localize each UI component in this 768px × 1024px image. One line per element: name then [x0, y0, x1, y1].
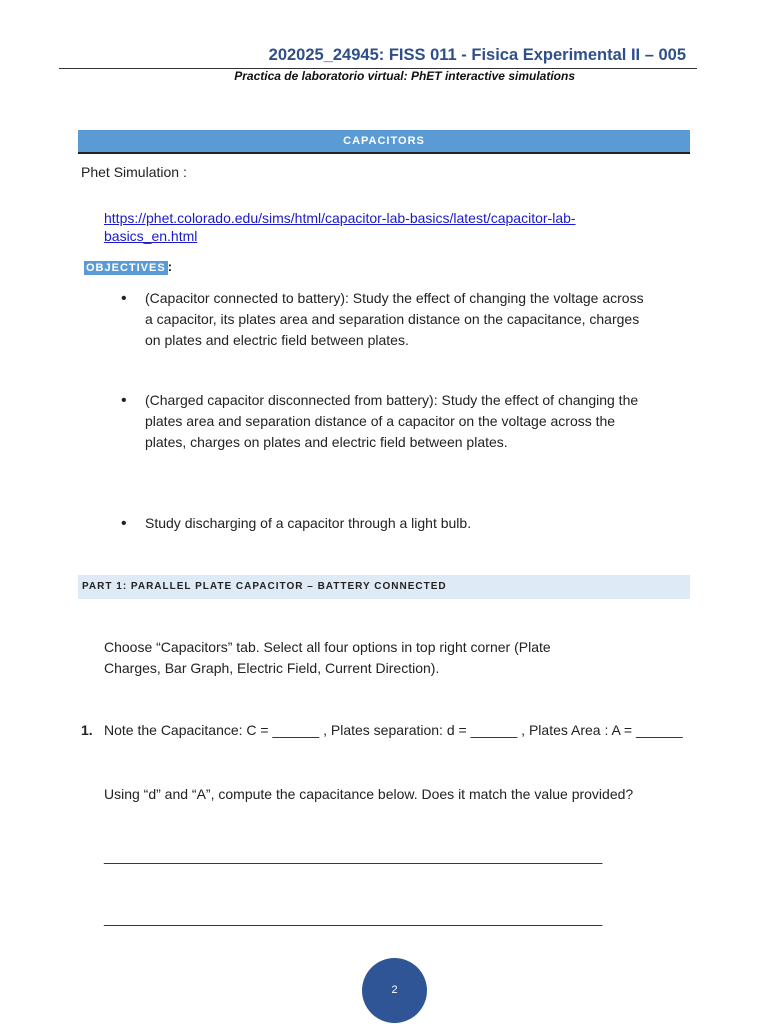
page-number-badge: 2: [362, 958, 427, 1023]
section-title-bar: CAPACITORS: [78, 130, 690, 154]
link-line-2[interactable]: basics_en.html: [104, 228, 198, 244]
question-followup: Using “d” and “A”, compute the capacitance below. Does it match the value provided?: [104, 786, 634, 802]
question-text: Note the Capacitance: C = ______ , Plates separation: d = ______ , Plates Area : A = ______: [104, 722, 683, 738]
course-title: 202025_24945: FISS 011 - Fisica Experimental II – 005: [268, 46, 686, 64]
objectives-colon: :: [167, 259, 174, 274]
answer-line: ________________________________________________________________: [104, 848, 603, 864]
objective-item: Study discharging of a capacitor through a light bulb.: [145, 515, 472, 531]
phet-simulation-link[interactable]: [104, 209, 624, 245]
phet-simulation-label: Phet Simulation :: [81, 164, 187, 180]
bullet-icon: •: [121, 290, 127, 307]
objectives-label: OBJECTIVES: [86, 262, 166, 274]
link-line-1[interactable]: https://phet.colorado.edu/sims/html/capacitor-lab-basics/latest/capacitor-lab-: [104, 210, 576, 226]
bullet-icon: •: [121, 392, 127, 409]
bullet-icon: •: [121, 515, 127, 532]
part1-title-bar: PART 1: PARALLEL PLATE CAPACITOR – BATTERY CONNECTED: [78, 575, 690, 599]
part1-instruction: Choose “Capacitors” tab. Select all four options in top right corner (Plate Charges, Bar Graph, Electric Field, Current Direction).: [104, 639, 551, 676]
objectives-heading: [84, 259, 173, 276]
question-number: 1.: [81, 722, 93, 738]
lab-subtitle: Practica de laboratorio virtual: PhET interactive simulations: [234, 69, 575, 83]
answer-line: ________________________________________________________________: [104, 910, 603, 926]
objective-item: (Charged capacitor disconnected from battery): Study the effect of changing the plates area and separation distance of a capacitor on the voltage across the plates, charges on plates and electric field between plates.: [145, 392, 639, 450]
objective-item: (Capacitor connected to battery): Study the effect of changing the voltage across a capacitor, its plates area and separation distance on the capacitance, charges on plates and electric field between plates.: [145, 290, 644, 348]
